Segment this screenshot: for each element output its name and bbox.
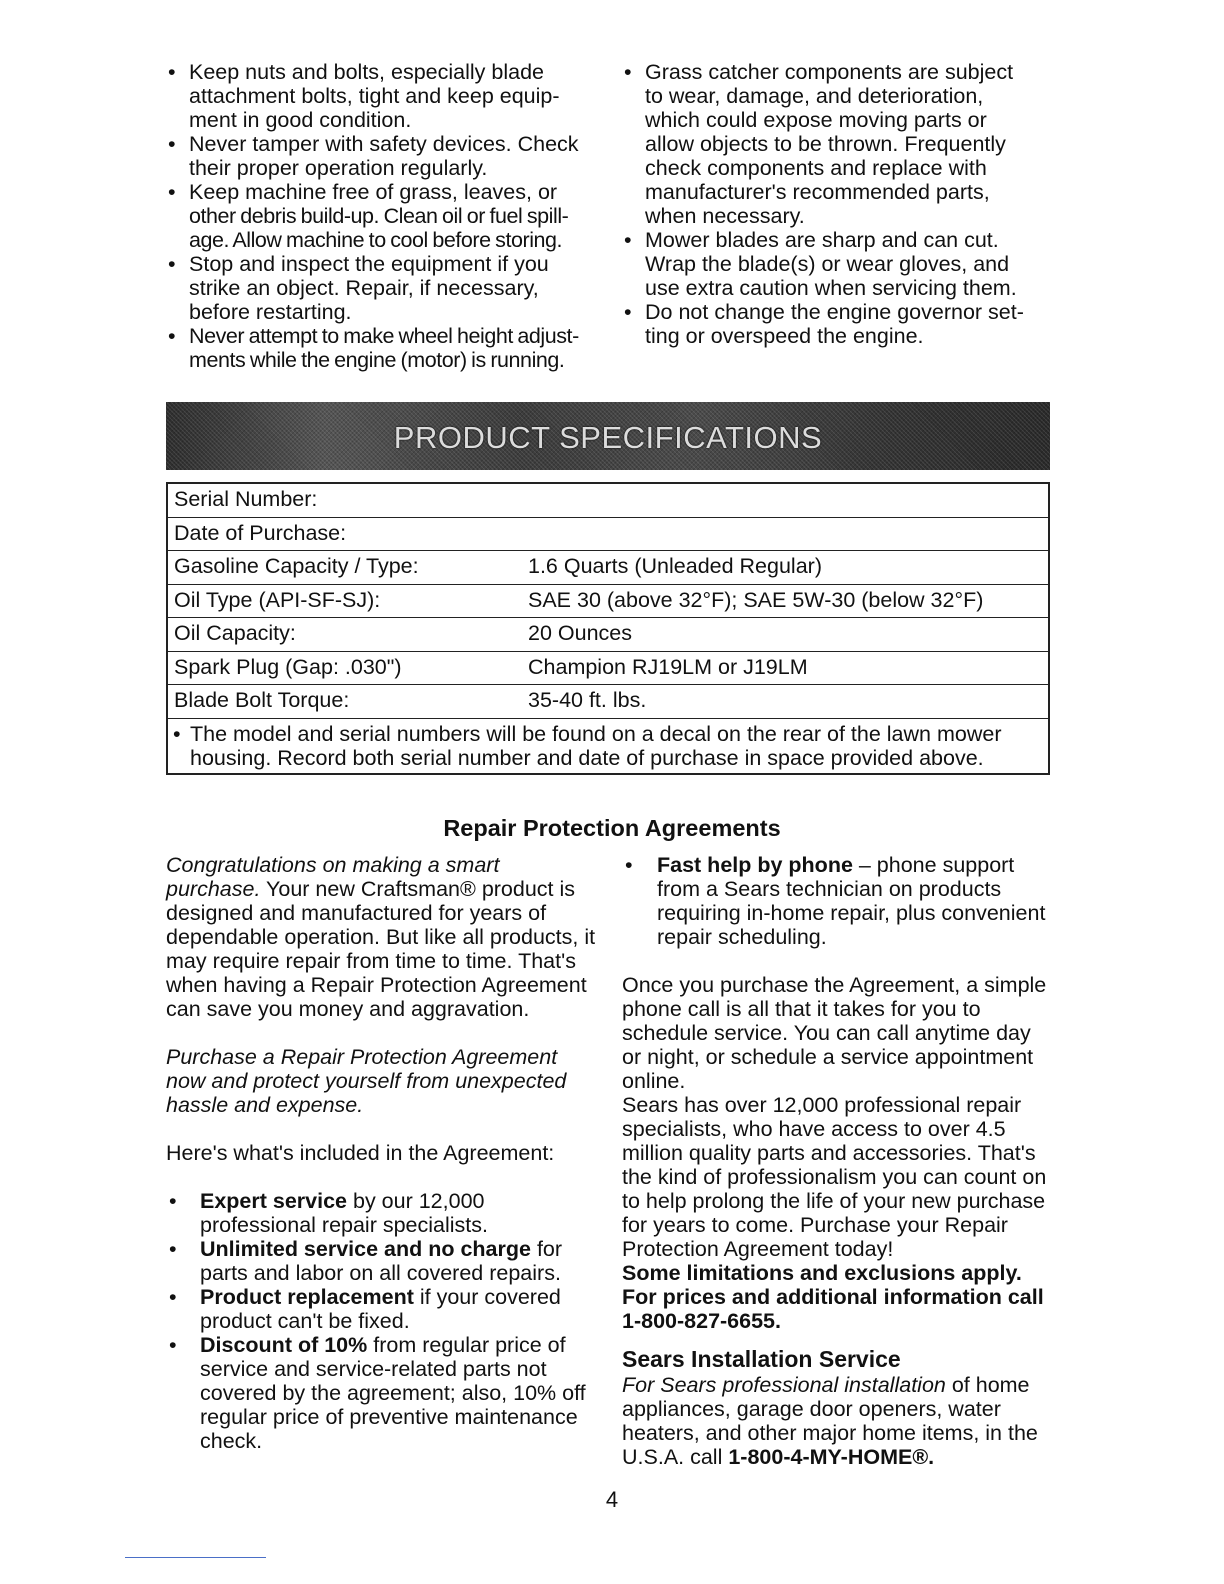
- safety-line: Keep machine free of grass, leaves, or: [189, 180, 558, 204]
- safety-item: [166, 324, 606, 372]
- rpa-intro-text: Your new Craftsman® product is designed and manufactured for years of dependable operation. But like all products, it may require repair from time to time. That's when having a Repair Protection Agreement can save you money and aggravation.: [166, 877, 596, 1021]
- safety-list-right: [622, 60, 1062, 348]
- specifications-table: [166, 482, 1050, 775]
- install-rest: of home appliances, garage door openers, water heaters, and other major home items, in the U.S.A. call: [622, 1373, 1038, 1469]
- safety-line: Never attempt to make wheel height adjust-: [189, 324, 579, 348]
- rpa-benefit: [166, 1333, 596, 1453]
- safety-line: manufacturer's recommended parts,: [645, 180, 990, 204]
- safety-line: use extra caution when servicing them.: [645, 276, 1017, 300]
- safety-line: age. Allow machine to cool before storing.: [189, 228, 563, 252]
- spec-row-oil-type: [168, 585, 1048, 619]
- spec-label: Spark Plug (Gap: .030"): [174, 654, 402, 679]
- benefit-text: – phone support from a Sears technician on products requiring in-home repair, plus convenient repair scheduling.: [657, 853, 1046, 949]
- spec-note: • The model and serial numbers will be found on a decal on the rear of the lawn mower housing. Record both serial number and date of purchase in space provided above.: [168, 719, 1048, 773]
- safety-line: Never tamper with safety devices. Check: [189, 132, 579, 156]
- safety-item: [166, 132, 606, 180]
- safety-item: [622, 60, 1062, 228]
- spec-value: 1.6 Quarts (Unleaded Regular): [528, 554, 822, 578]
- safety-line: which could expose moving parts or: [645, 108, 987, 132]
- safety-line: check components and replace with: [645, 156, 987, 180]
- install-text: [622, 1373, 1054, 1469]
- spec-label: Oil Type (API-SF-SJ):: [174, 587, 381, 612]
- rpa-limitations: Some limitations and exclusions apply. For prices and additional information call 1-800-827-6655.: [622, 1261, 1044, 1333]
- benefit-text: for parts and labor on all covered repairs.: [200, 1237, 563, 1285]
- footer-rule: [125, 1557, 266, 1558]
- safety-list-left: [166, 60, 606, 372]
- rpa-phone-list: [622, 853, 1054, 949]
- safety-line: allow objects to be thrown. Frequently: [645, 132, 1006, 156]
- rpa-sears-text: Sears has over 12,000 professional repair specialists, who have access to over 4.5 million quality parts and accessories. That's the kind of professionalism you can count on to help prolong the life of your new purchase for years to come. Purchase your Repair Protection Agreement today!: [622, 1093, 1047, 1261]
- install-phone: 1-800-4-MY-HOME®.: [728, 1445, 935, 1469]
- spec-value: Champion RJ19LM or J19LM: [528, 654, 808, 679]
- spec-row-serial-number: [168, 484, 1048, 518]
- rpa-benefit: [166, 1285, 596, 1333]
- spec-label: Date of Purchase:: [174, 520, 347, 545]
- rpa-intro-italic: Congratulations on making a smart purchase.: [166, 853, 500, 901]
- safety-line: Do not change the engine governor set-: [645, 300, 1024, 324]
- safety-line: Wrap the blade(s) or wear gloves, and: [645, 252, 1010, 276]
- rpa-benefits-list: [166, 1189, 596, 1453]
- spec-value: 35-40 ft. lbs.: [528, 688, 647, 712]
- spec-row-blade-bolt-torque: [168, 685, 1048, 719]
- safety-line: attachment bolts, tight and keep equip-: [189, 84, 560, 108]
- rpa-right-column: [622, 853, 1054, 1469]
- rpa-left-column: [166, 853, 596, 1453]
- benefit-bold: Fast help by phone: [657, 853, 853, 877]
- safety-line: Keep nuts and bolts, especially blade: [189, 60, 544, 84]
- spec-row-date-of-purchase: [168, 518, 1048, 552]
- safety-line: their proper operation regularly.: [189, 156, 488, 180]
- safety-line: to wear, damage, and deterioration,: [645, 84, 984, 108]
- safety-item: [622, 300, 1062, 348]
- rpa-purchase-note: [166, 1045, 596, 1117]
- safety-line: Stop and inspect the equipment if you: [189, 252, 549, 276]
- spec-label: Blade Bolt Torque:: [174, 688, 350, 712]
- safety-line: ments while the engine (motor) is running.: [189, 348, 565, 372]
- rpa-title: Repair Protection Agreements: [443, 815, 781, 841]
- benefit-bold: Product replacement: [200, 1285, 414, 1309]
- safety-item: [166, 252, 606, 324]
- safety-line: Mower blades are sharp and can cut.: [645, 228, 999, 252]
- spec-label: Oil Capacity:: [174, 621, 296, 645]
- benefit-bold: Expert service: [200, 1189, 348, 1213]
- rpa-intro: [166, 853, 596, 1021]
- spec-value: 20 Ounces: [528, 621, 632, 645]
- rpa-included-intro: Here's what's included in the Agreement:: [166, 1141, 555, 1165]
- spec-row-oil-capacity: [168, 618, 1048, 652]
- benefit-text: from regular price of service and service-related parts not covered by the agreement; also, 10% off regular price of preventive maintenance check.: [200, 1333, 586, 1453]
- benefit-bold: Discount of 10%: [200, 1333, 368, 1357]
- spec-row-spark-plug: [168, 652, 1048, 686]
- safety-item: [622, 228, 1062, 300]
- safety-line: Grass catcher components are subject: [645, 60, 1014, 84]
- install-title: Sears Installation Service: [622, 1346, 901, 1372]
- install-italic: For Sears professional installation: [622, 1373, 946, 1397]
- safety-line: other debris build-up. Clean oil or fuel spill-: [189, 204, 569, 228]
- safety-line: before restarting.: [189, 300, 352, 324]
- safety-line: ting or overspeed the engine.: [645, 324, 924, 348]
- rpa-benefit-phone: [622, 853, 1054, 949]
- spec-label: Serial Number:: [174, 487, 318, 511]
- spec-row-gasoline: [168, 551, 1048, 585]
- rpa-benefit: [166, 1237, 596, 1285]
- specifications-title: PRODUCT SPECIFICATIONS: [393, 420, 823, 455]
- rpa-once-text: Once you purchase the Agreement, a simple phone call is all that it takes for you to schedule service. You can call anytime day or night, or schedule a service appointment online.: [622, 973, 1047, 1093]
- safety-line: ment in good condition.: [189, 108, 412, 132]
- spec-value: SAE 30 (above 32°F); SAE 5W-30 (below 32°F): [528, 587, 984, 612]
- safety-line: when necessary.: [645, 204, 805, 228]
- safety-item: [166, 180, 606, 252]
- safety-item: [166, 60, 606, 132]
- safety-line: strike an object. Repair, if necessary,: [189, 276, 539, 300]
- benefit-text: if your covered product can't be fixed.: [200, 1285, 561, 1333]
- rpa-purchase-italic: Purchase a Repair Protection Agreement now and protect yourself from unexpected hassle and expense.: [166, 1045, 567, 1117]
- spec-label: Gasoline Capacity / Type:: [174, 554, 419, 578]
- rpa-benefit: [166, 1189, 596, 1237]
- page-number: 4: [605, 1487, 619, 1512]
- specifications-banner: [166, 402, 1050, 470]
- benefit-text: by our 12,000 professional repair specialists.: [200, 1189, 488, 1237]
- benefit-bold: Unlimited service and no charge: [200, 1237, 531, 1261]
